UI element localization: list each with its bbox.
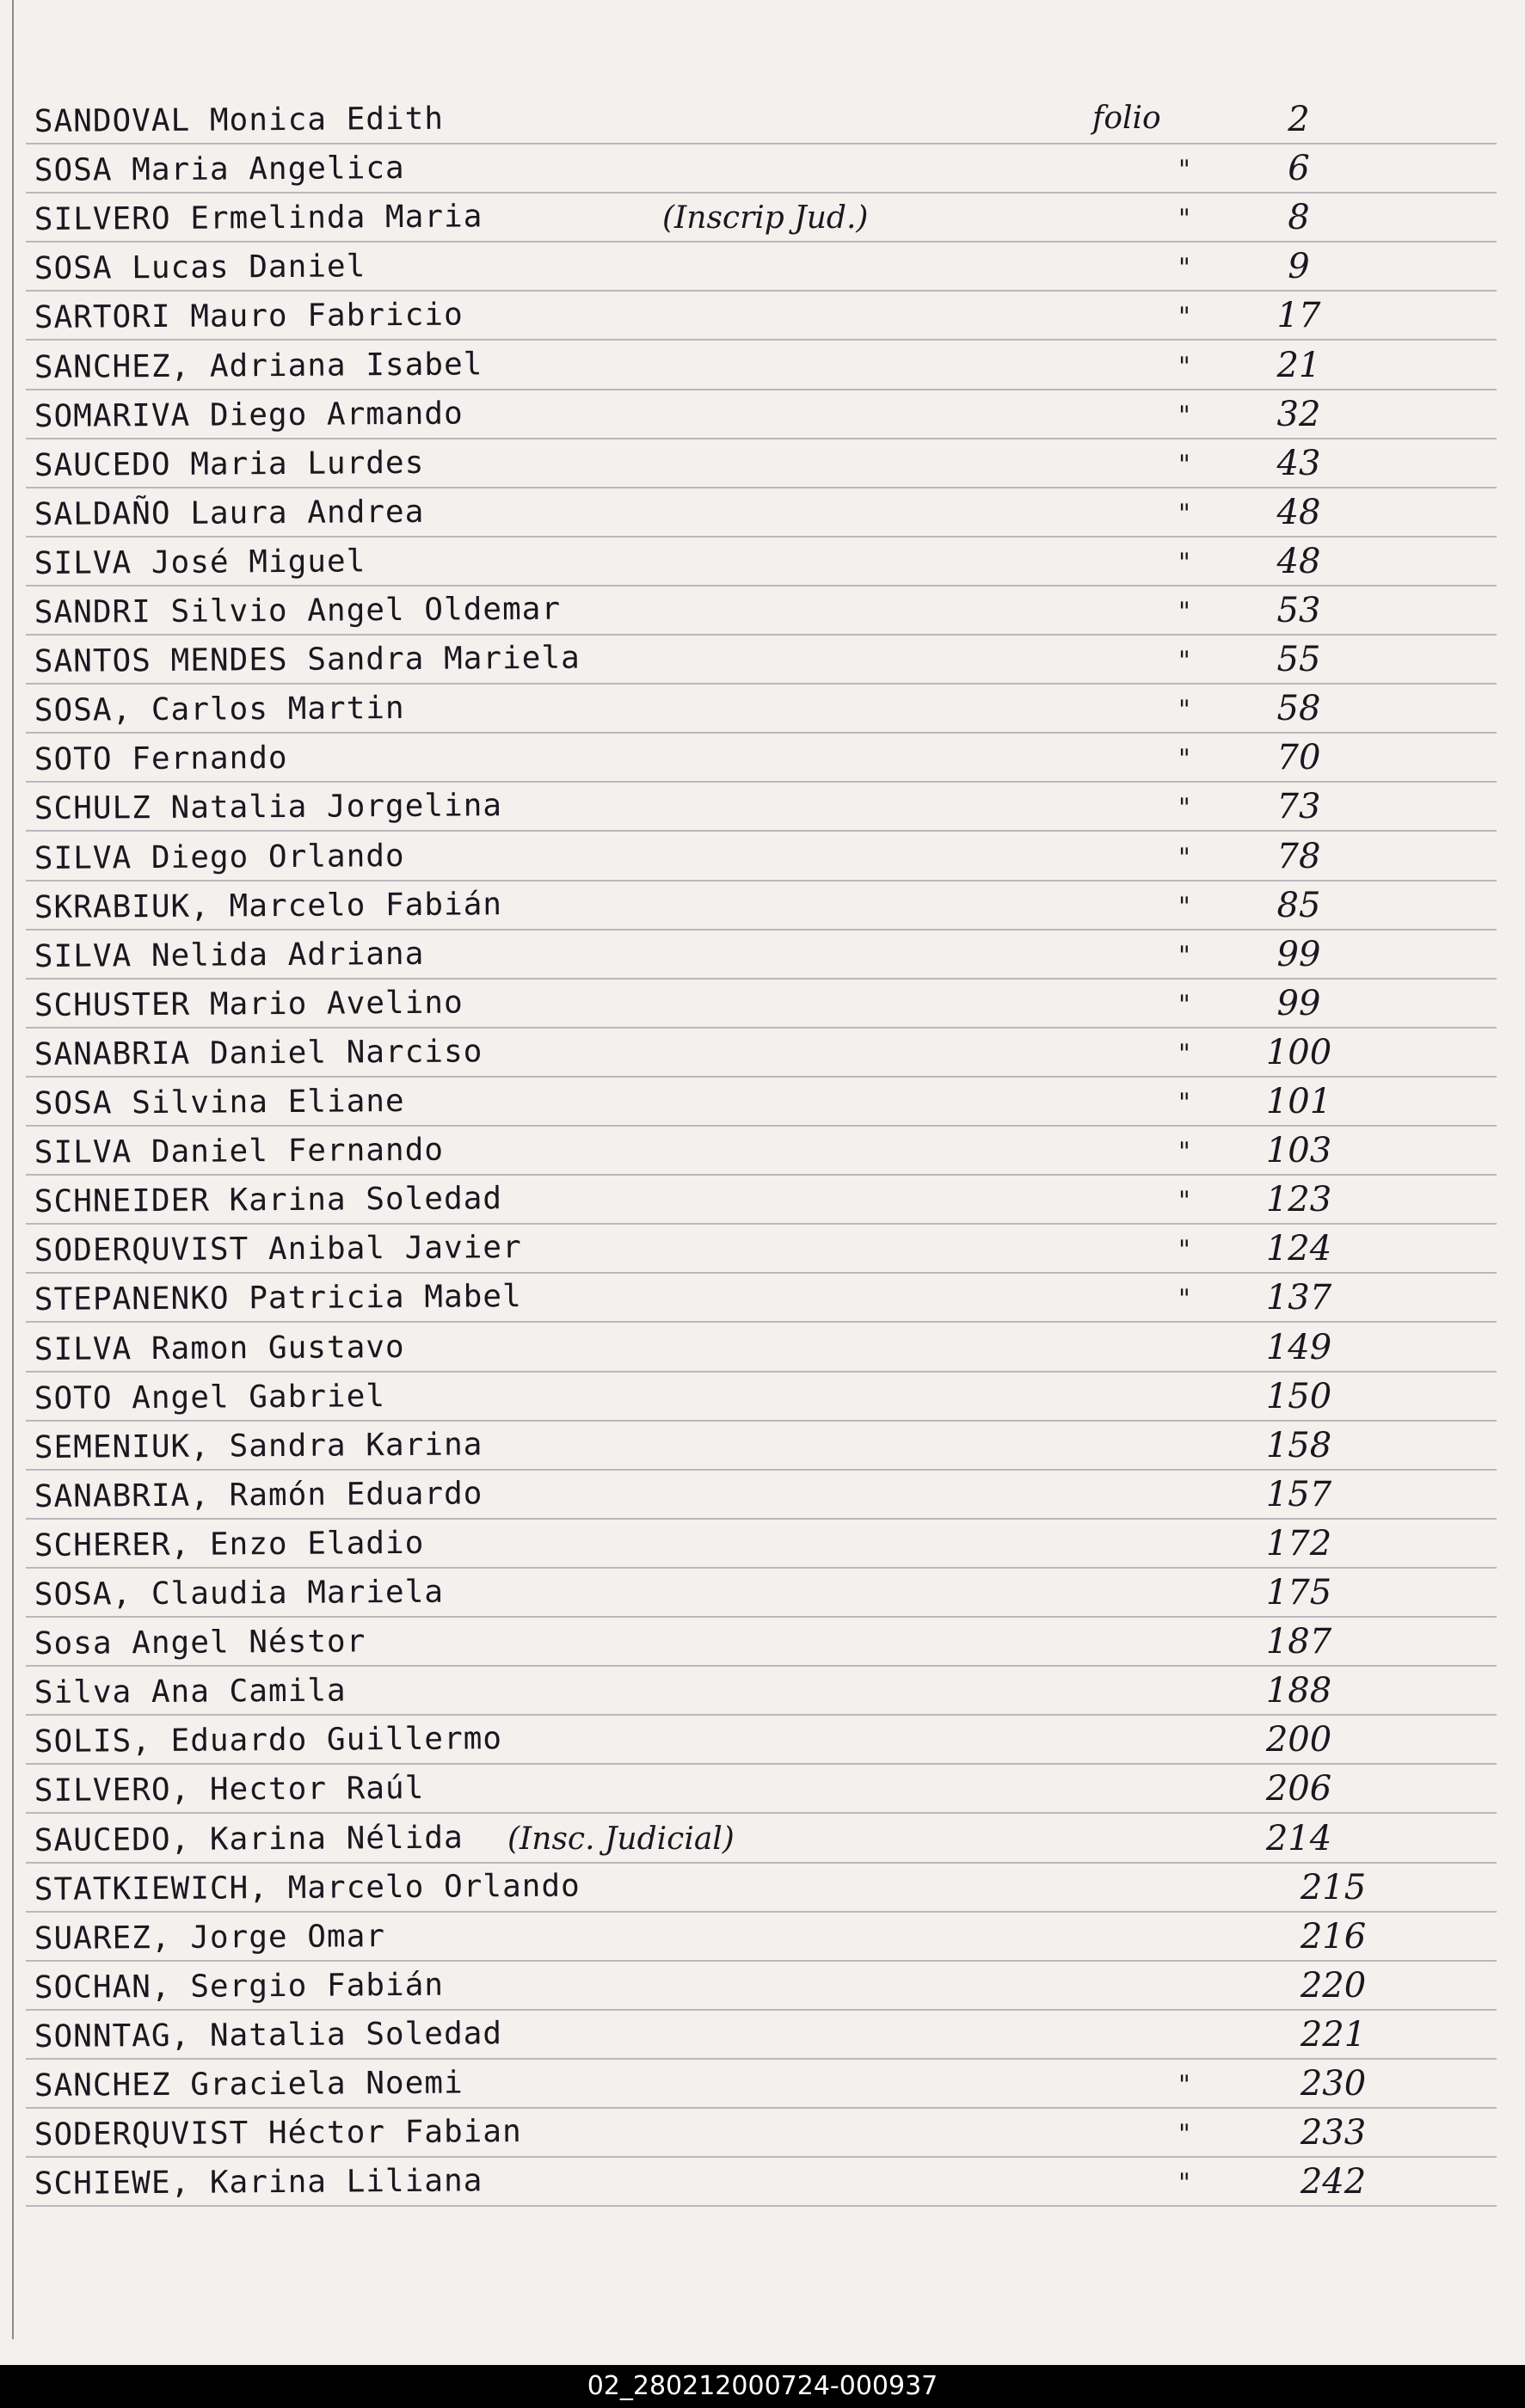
ledger-row bbox=[26, 537, 1497, 587]
entry-folio: 73 bbox=[1276, 787, 1321, 827]
ditto-mark: " bbox=[1178, 1186, 1190, 1217]
ditto-mark: " bbox=[1178, 155, 1190, 186]
entry-name: Silva Ana Camila bbox=[34, 1673, 347, 1711]
entry-folio: 53 bbox=[1276, 591, 1321, 630]
ditto-mark: " bbox=[1178, 2070, 1190, 2100]
entry-folio: 101 bbox=[1265, 1082, 1332, 1121]
ditto-mark: " bbox=[1178, 695, 1190, 726]
entry-name: SOTO Fernando bbox=[34, 740, 288, 778]
ditto-mark: " bbox=[1178, 1235, 1190, 1266]
entry-folio: 103 bbox=[1265, 1131, 1332, 1171]
entry-name: SOSA Silvina Eliane bbox=[34, 1083, 405, 1121]
entry-name: SONNTAG, Natalia Soledad bbox=[34, 2016, 503, 2055]
entry-name: SOMARIVA Diego Armando bbox=[34, 396, 464, 434]
entry-name: SANCHEZ, Adriana Isabel bbox=[34, 346, 483, 385]
ledger-row bbox=[26, 2157, 1497, 2207]
entry-folio: 172 bbox=[1265, 1523, 1332, 1563]
entry-name: SCHIEWE, Karina Liliana bbox=[34, 2163, 483, 2202]
ledger-row bbox=[26, 1372, 1497, 1422]
entry-folio: 242 bbox=[1300, 2162, 1367, 2202]
ledger-row bbox=[26, 782, 1497, 832]
ledger-row bbox=[26, 1863, 1497, 1913]
entry-note: (Insc. Judicial) bbox=[507, 1821, 735, 1857]
ledger-row bbox=[26, 193, 1497, 243]
entry-name: SILVERO Ermelinda Maria bbox=[34, 199, 483, 238]
ledger-row bbox=[26, 1568, 1497, 1618]
ledger-row bbox=[26, 979, 1497, 1029]
entry-name: SILVERO, Hector Raúl bbox=[34, 1771, 425, 1809]
entry-name: SALDAÑO Laura Andrea bbox=[34, 494, 425, 532]
entry-folio: 48 bbox=[1276, 492, 1321, 532]
entry-name: SILVA José Miguel bbox=[34, 544, 366, 581]
entry-name: SODERQUVIST Héctor Fabian bbox=[34, 2114, 522, 2153]
ditto-mark: " bbox=[1178, 2119, 1190, 2150]
ditto-mark: " bbox=[1178, 547, 1190, 578]
ledger-row bbox=[26, 832, 1497, 882]
ledger-row bbox=[26, 684, 1497, 734]
entry-name: SILVA Diego Orlando bbox=[34, 838, 405, 876]
ditto-mark: " bbox=[1178, 597, 1190, 627]
ditto-mark: " bbox=[1178, 940, 1190, 971]
entry-name: SCHERER, Enzo Eladio bbox=[34, 1525, 425, 1563]
entry-folio: 206 bbox=[1265, 1769, 1332, 1809]
ditto-mark: " bbox=[1178, 1088, 1190, 1118]
ledger-row bbox=[26, 1273, 1497, 1323]
entry-name: SOTO Angel Gabriel bbox=[34, 1378, 386, 1416]
folio-label: folio bbox=[1092, 101, 1161, 136]
entry-folio: 214 bbox=[1265, 1818, 1332, 1858]
ditto-mark: " bbox=[1178, 744, 1190, 775]
ditto-mark: " bbox=[1178, 891, 1190, 922]
ditto-mark: " bbox=[1178, 1137, 1190, 1168]
ledger-row bbox=[26, 1764, 1497, 1814]
ditto-mark: " bbox=[1178, 302, 1190, 333]
entry-folio: 124 bbox=[1265, 1229, 1332, 1269]
entry-name: SCHNEIDER Karina Soledad bbox=[34, 1181, 503, 1220]
ledger-row bbox=[26, 291, 1497, 341]
entry-name: STATKIEWICH, Marcelo Orlando bbox=[34, 1868, 581, 1907]
ledger-row bbox=[26, 930, 1497, 980]
ledger-row bbox=[26, 488, 1497, 538]
ditto-mark: " bbox=[1178, 1284, 1190, 1315]
entry-folio: 158 bbox=[1265, 1425, 1332, 1465]
entry-name: SCHUSTER Mario Avelino bbox=[34, 985, 464, 1023]
ledger-row bbox=[26, 390, 1497, 439]
ditto-mark: " bbox=[1178, 204, 1190, 235]
entry-folio: 55 bbox=[1276, 640, 1321, 680]
image-code: 02_280212000724-000937 bbox=[587, 2371, 938, 2401]
entry-folio: 137 bbox=[1265, 1278, 1332, 1318]
ledger-row bbox=[26, 1666, 1497, 1716]
ledger-row bbox=[26, 1961, 1497, 2011]
ditto-mark: " bbox=[1178, 253, 1190, 284]
ditto-mark: " bbox=[1178, 989, 1190, 1020]
entry-folio: 85 bbox=[1276, 885, 1321, 925]
entry-folio: 48 bbox=[1276, 541, 1321, 581]
entry-folio: 21 bbox=[1276, 345, 1321, 385]
ditto-mark: " bbox=[1178, 351, 1190, 382]
entry-name: SCHULZ Natalia Jorgelina bbox=[34, 788, 503, 827]
entry-folio: 216 bbox=[1300, 1916, 1367, 1956]
ledger-row bbox=[26, 1224, 1497, 1274]
entry-folio: 78 bbox=[1276, 836, 1321, 876]
entry-name: SUAREZ, Jorge Omar bbox=[34, 1918, 386, 1956]
entry-name: STEPANENKO Patricia Mabel bbox=[34, 1279, 522, 1318]
entry-folio: 150 bbox=[1265, 1376, 1332, 1416]
ditto-mark: " bbox=[1178, 498, 1190, 529]
ledger-row bbox=[26, 2059, 1497, 2109]
entry-folio: 175 bbox=[1265, 1573, 1332, 1612]
entry-name: SAUCEDO Maria Lurdes bbox=[34, 445, 425, 483]
ditto-mark: " bbox=[1178, 400, 1190, 431]
entry-name: SILVA Nelida Adriana bbox=[34, 936, 425, 974]
entry-name: Sosa Angel Néstor bbox=[34, 1624, 366, 1662]
entry-folio: 43 bbox=[1276, 443, 1321, 483]
entry-folio: 99 bbox=[1276, 983, 1321, 1023]
ditto-mark: " bbox=[1178, 842, 1190, 873]
entry-folio: 221 bbox=[1300, 2014, 1367, 2055]
entry-name: SOCHAN, Sergio Fabián bbox=[34, 1967, 445, 2006]
ledger-row bbox=[26, 586, 1497, 636]
ledger-row bbox=[26, 733, 1497, 783]
entry-name: SARTORI Mauro Fabricio bbox=[34, 297, 464, 336]
ledger-row bbox=[26, 635, 1497, 685]
ledger-row bbox=[26, 95, 1497, 144]
entry-folio: 32 bbox=[1276, 394, 1321, 434]
image-code-footer bbox=[0, 2365, 1525, 2408]
entry-folio: 70 bbox=[1276, 738, 1321, 778]
ledger-row bbox=[26, 341, 1497, 390]
entry-folio: 6 bbox=[1288, 149, 1310, 189]
ditto-mark: " bbox=[1178, 646, 1190, 677]
ledger-row bbox=[26, 2010, 1497, 2060]
entry-name: SOLIS, Eduardo Guillermo bbox=[34, 1721, 503, 1760]
entry-name: SEMENIUK, Sandra Karina bbox=[34, 1427, 483, 1465]
ledger-row bbox=[26, 1814, 1497, 1864]
entry-folio: 123 bbox=[1265, 1180, 1332, 1220]
entry-name: SANDRI Silvio Angel Oldemar bbox=[34, 591, 562, 630]
ledger-row bbox=[26, 144, 1497, 194]
ledger-row bbox=[26, 1126, 1497, 1176]
ledger-row bbox=[26, 1519, 1497, 1569]
entry-name: SANTOS MENDES Sandra Mariela bbox=[34, 640, 581, 680]
entry-folio: 8 bbox=[1288, 198, 1310, 238]
entry-folio: 9 bbox=[1288, 247, 1310, 287]
ditto-mark: " bbox=[1178, 2168, 1190, 2199]
entry-name: SANABRIA, Ramón Eduardo bbox=[34, 1476, 483, 1514]
entry-name: SKRABIUK, Marcelo Fabián bbox=[34, 886, 503, 925]
ledger-row bbox=[26, 242, 1497, 292]
entry-name: SAUCEDO, Karina Nélida bbox=[34, 1820, 464, 1858]
entry-name: SILVA Ramon Gustavo bbox=[34, 1329, 405, 1367]
entry-name: SANABRIA Daniel Narciso bbox=[34, 1034, 483, 1072]
ditto-mark: " bbox=[1178, 449, 1190, 480]
entry-folio: 220 bbox=[1300, 1965, 1367, 2006]
entry-folio: 2 bbox=[1288, 100, 1310, 139]
entry-name: SANCHEZ Graciela Noemi bbox=[34, 2065, 464, 2104]
entry-name: SOSA, Claudia Mariela bbox=[34, 1574, 445, 1612]
ledger-row bbox=[26, 1715, 1497, 1765]
ledger-row bbox=[26, 1028, 1497, 1078]
entry-name: SOSA Lucas Daniel bbox=[34, 249, 366, 287]
entry-folio: 230 bbox=[1300, 2064, 1367, 2104]
ditto-mark: " bbox=[1178, 793, 1190, 824]
entry-name: SODERQUVIST Anibal Javier bbox=[34, 1230, 522, 1269]
ledger-row bbox=[26, 1617, 1497, 1667]
entry-folio: 157 bbox=[1265, 1474, 1332, 1514]
entry-folio: 233 bbox=[1300, 2113, 1367, 2153]
entry-folio: 215 bbox=[1300, 1867, 1367, 1907]
entry-folio: 187 bbox=[1265, 1622, 1332, 1662]
entry-note: (Inscrip Jud.) bbox=[662, 200, 869, 236]
entry-folio: 100 bbox=[1265, 1032, 1332, 1072]
ledger-row bbox=[26, 439, 1497, 488]
entry-name: SANDOVAL Monica Edith bbox=[34, 101, 445, 139]
ledger-row bbox=[26, 881, 1497, 931]
entry-name: SOSA Maria Angelica bbox=[34, 150, 405, 189]
ledger-row bbox=[26, 1077, 1497, 1127]
ledger-row bbox=[26, 1323, 1497, 1373]
entry-folio: 188 bbox=[1265, 1671, 1332, 1711]
entry-name: SOSA, Carlos Martin bbox=[34, 691, 405, 729]
ledger-row bbox=[26, 2108, 1497, 2158]
entry-folio: 200 bbox=[1265, 1720, 1332, 1760]
entry-folio: 17 bbox=[1276, 296, 1321, 336]
ledger-row bbox=[26, 1912, 1497, 1962]
entry-folio: 149 bbox=[1265, 1327, 1332, 1367]
ditto-mark: " bbox=[1178, 1038, 1190, 1069]
ledger-row bbox=[26, 1421, 1497, 1471]
ledger-row bbox=[26, 1175, 1497, 1225]
entry-folio: 99 bbox=[1276, 934, 1321, 974]
entry-name: SILVA Daniel Fernando bbox=[34, 1132, 445, 1171]
ledger-row bbox=[26, 1470, 1497, 1520]
entry-folio: 58 bbox=[1276, 689, 1321, 729]
